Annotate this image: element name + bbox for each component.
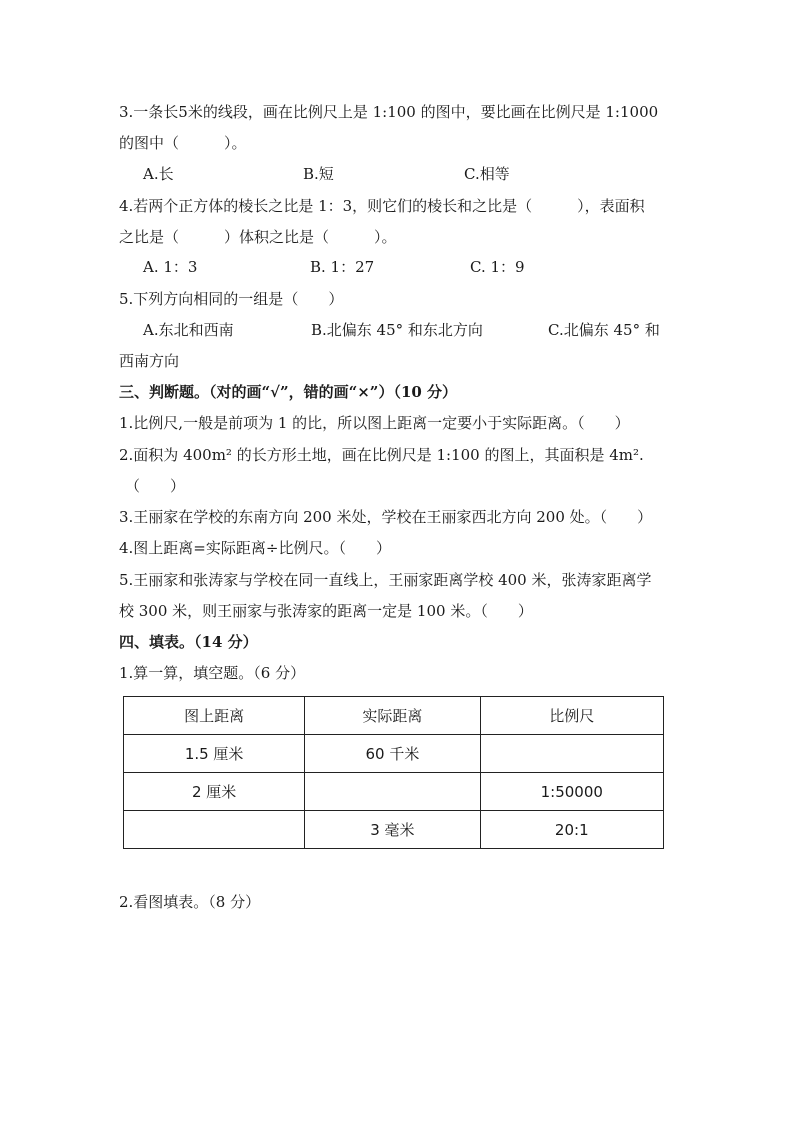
table-cell-blank <box>124 811 305 849</box>
table-cell-blank <box>305 773 480 811</box>
section-4-title: 四、填表。（14 分） <box>119 633 258 651</box>
question-4-line-1: 4.若两个正方体的棱长之比是 1：3，则它们的棱长和之比是（ ），表面积 <box>119 197 645 215</box>
question-3-option-a: A.长 <box>143 165 174 183</box>
section-4-subtitle-2: 2.看图填表。（8 分） <box>119 893 261 911</box>
question-4-option-b: B. 1：27 <box>310 258 375 276</box>
question-5-option-b: B.北偏东 45° 和东北方向 <box>311 321 483 339</box>
table-header-cell: 图上距离 <box>124 697 305 735</box>
section-4-subtitle-1: 1.算一算，填空题。（6 分） <box>119 664 306 682</box>
question-3-line-1: 3.一条长5米的线段，画在比例尺上是 1:100 的图中，要比画在比例尺是 1:1000 <box>119 103 659 121</box>
section-3-title: 三、判断题。（对的画“√”，错的画“×”）（10 分） <box>119 383 458 401</box>
question-4-option-c: C. 1：9 <box>470 258 525 276</box>
table-header-row <box>124 697 664 735</box>
judge-item-5-line-1: 5.王丽家和张涛家与学校在同一直线上，王丽家距离学校 400 米，张涛家距离学 <box>119 571 652 589</box>
judge-item-5-line-2: 校 300 米，则王丽家与张涛家的距离一定是 100 米。（ ） <box>119 602 533 620</box>
question-5-option-c: C.北偏东 45° 和 <box>548 321 660 339</box>
judge-item-1: 1.比例尺,一般是前项为 1 的比，所以图上距离一定要小于实际距离。（ ） <box>119 414 630 432</box>
scale-table <box>123 696 664 849</box>
question-3-option-b: B.短 <box>303 165 334 183</box>
question-3-option-c: C.相等 <box>464 165 510 183</box>
question-5-option-a: A.东北和西南 <box>143 321 234 339</box>
judge-item-3: 3.王丽家在学校的东南方向 200 米处，学校在王丽家西北方向 200 处。（ ） <box>119 508 653 526</box>
table-row <box>124 735 664 773</box>
question-5-line-1: 5.下列方向相同的一组是（ ） <box>119 290 344 308</box>
table-cell: 3 毫米 <box>305 811 480 849</box>
question-3-line-2: 的图中（ ）。 <box>119 134 247 152</box>
table-cell: 2 厘米 <box>124 773 305 811</box>
question-5-line-2: 西南方向 <box>119 352 180 370</box>
table-row <box>124 773 664 811</box>
table-row <box>124 811 664 849</box>
table-cell-blank <box>480 735 663 773</box>
question-4-line-2: 之比是（ ）体积之比是（ ）。 <box>119 228 397 246</box>
judge-item-2-bracket: （ ） <box>125 477 186 495</box>
question-4-option-a: A. 1：3 <box>143 258 198 276</box>
judge-item-2: 2.面积为 400m² 的长方形土地，画在比例尺是 1:100 的图上，其面积是 4m². <box>119 446 644 464</box>
table-header-cell: 实际距离 <box>305 697 480 735</box>
table-cell: 20:1 <box>480 811 663 849</box>
judge-item-4: 4.图上距离=实际距离÷比例尺。（ ） <box>119 539 391 557</box>
table-cell: 1:50000 <box>480 773 663 811</box>
table-cell: 1.5 厘米 <box>124 735 305 773</box>
table-cell: 60 千米 <box>305 735 480 773</box>
table-header-cell: 比例尺 <box>480 697 663 735</box>
